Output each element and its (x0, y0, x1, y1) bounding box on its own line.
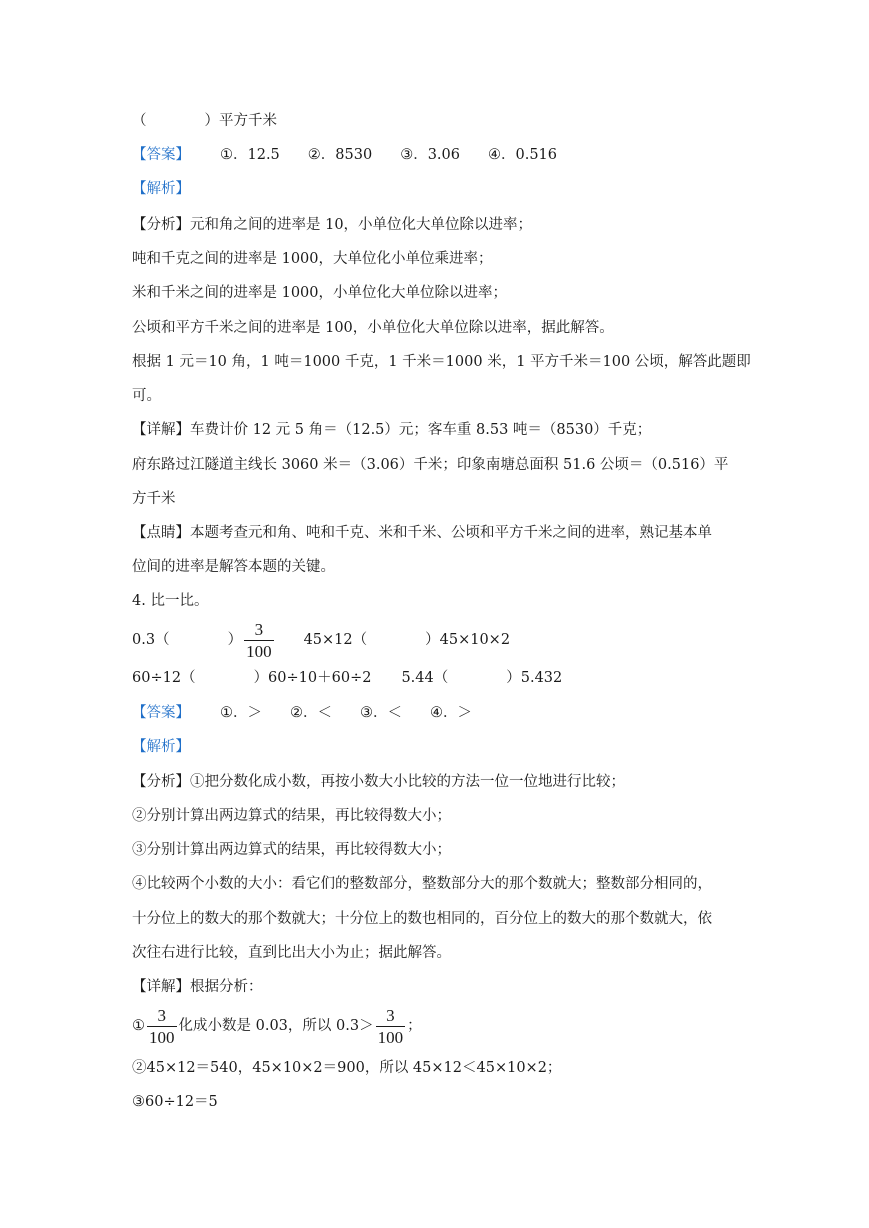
fenxi-tag: 【分析】 (132, 774, 190, 790)
fraction-3-over-100: $\frac{3}{100}$ (377, 1005, 404, 1047)
q4-step-1: ① $\frac{3}{100}$ 化成小数是 0.03，所以 0.3＞ $\frac{3}{100}$ ； (132, 1005, 422, 1047)
q3-fenxi-line: 吨和千克之间的进率是 1000，大单位化小单位乘进率； (132, 251, 493, 267)
answer-tag: 【答案】 (132, 705, 190, 721)
q4-row-1: 0.3（ ） $\frac{3}{100}$ 45×12（ ）45×10×2 (132, 619, 511, 661)
q4-fenxi-line: 【分析】①把分数化成小数，再按小数大小比较的方法一位一位地进行比较； (132, 774, 625, 790)
answer-item: ①．＞ (220, 705, 262, 721)
answer-item: ④．＞ (430, 705, 472, 721)
q3-fenxi-line: 可。 (132, 388, 161, 404)
q3-fenxi-line: 公顷和平方千米之间的进率是 100，小单位化大单位除以进率，据此解答。 (132, 320, 614, 336)
q4-row-2: 60÷12（ ）60÷10＋60÷2 5.44（ ）5.432 (132, 670, 563, 686)
q3-answer-line (132, 145, 557, 165)
q4-fenxi-line: ④比较两个小数的大小：看它们的整数部分，整数部分大的那个数就大；整数部分相同的， (132, 876, 712, 892)
q3-xiangjie-line: 【详解】车费计价 12 元 5 角＝（12.5）元；客车重 8.53 吨＝（8530）千克； (132, 422, 652, 438)
q4-fenxi-line: 十分位上的数大的那个数就大；十分位上的数也相同的，百分位上的数大的那个数就大，依 (132, 911, 712, 927)
answer-item: ④．0.516 (488, 147, 558, 163)
answer-item: ②．＜ (290, 705, 332, 721)
answer-item: ③．3.06 (400, 147, 460, 163)
q4-fenxi-line: 次往右进行比较，直到比出大小为止；据此解答。 (132, 945, 451, 961)
q3-tail-close: ）平方千米 (204, 113, 277, 129)
q3-fenxi-line: 根据 1 元＝10 角，1 吨＝1000 千克，1 千米＝1000 米，1 平方千米＝100 公顷，解答此题即 (132, 354, 751, 370)
answer-tag: 【答案】 (132, 147, 190, 163)
q3-question-tail (132, 111, 277, 131)
jiexi-tag: 【解析】 (132, 739, 190, 755)
fenxi-tag: 【分析】 (132, 217, 190, 233)
jiexi-tag: 【解析】 (132, 181, 190, 197)
q4-fenxi-line: ②分别计算出两边算式的结果，再比较得数大小； (132, 808, 451, 824)
xiangjie-tag: 【详解】 (132, 979, 190, 995)
answer-item: ②．8530 (307, 147, 373, 163)
q4-title: 4. 比一比。 (132, 593, 209, 609)
fraction-3-over-100: $\frac{3}{100}$ (246, 619, 272, 661)
q3-xiangjie-line: 方千米 (132, 491, 176, 507)
q4-step-2: ②45×12＝540，45×10×2＝900，所以 45×12＜45×10×2； (132, 1060, 562, 1076)
q3-dianjing-line: 位间的进率是解答本题的关键。 (132, 559, 335, 575)
q4-fenxi-line: ③分别计算出两边算式的结果，再比较得数大小； (132, 842, 451, 858)
q3-dianjing-line: 【点睛】本题考查元和角、吨和千克、米和千米、公顷和平方千米之间的进率，熟记基本单 (132, 525, 712, 541)
q3-fenxi-line: 【分析】元和角之间的进率是 10，小单位化大单位除以进率； (132, 217, 533, 233)
dianjing-tag: 【点睛】 (132, 525, 190, 541)
q3-xiangjie-line: 府东路过江隧道主线长 3060 米＝（3.06）千米；印象南塘总面积 51.6 公顷＝（0.516）平 (132, 457, 729, 473)
q3-tail-open: （ (132, 113, 147, 129)
answer-item: ①．12.5 (220, 147, 280, 163)
answer-item: ③．＜ (360, 705, 402, 721)
fraction-3-over-100: $\frac{3}{100}$ (149, 1005, 175, 1047)
q4-answer-line (132, 703, 472, 723)
q4-step-3: ③60÷12＝5 (132, 1094, 218, 1110)
q4-xiangjie-line: 【详解】根据分析： (132, 979, 263, 995)
xiangjie-tag: 【详解】 (132, 422, 190, 438)
q3-fenxi-line: 米和千米之间的进率是 1000，小单位化大单位除以进率； (132, 285, 508, 301)
